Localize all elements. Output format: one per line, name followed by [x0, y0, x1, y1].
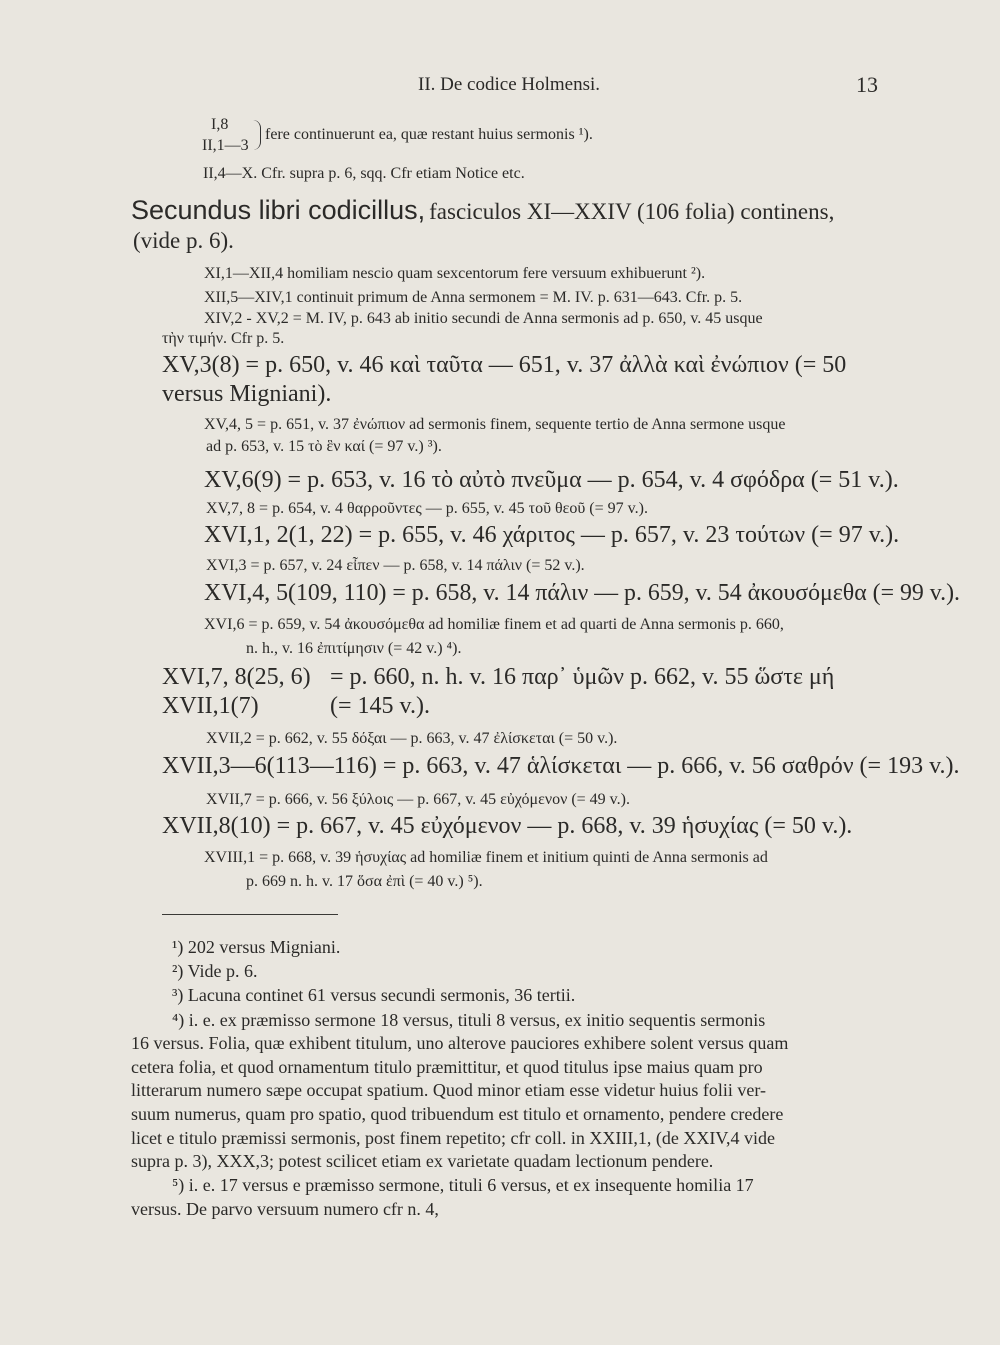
line-20-ref: XVI,7, 8(25, 6) [162, 664, 311, 690]
footnote-4-line-1: ⁴) i. e. ex præmisso sermone 18 versus, tituli 8 versus, ex initio sequentis sermonis [172, 1010, 766, 1030]
footnote-5-line-1: ⁵) i. e. 17 versus e præmisso sermone, tituli 6 versus, et ex insequente homilia 17 [172, 1175, 754, 1195]
line-05: XI,1—XII,4 homiliam nescio quam sexcentorum fere versuum exhibuerunt ²). [204, 265, 706, 282]
line-19: n. h., v. 16 ἐπιτίμησιν (= 42 v.) ⁴). [246, 640, 462, 657]
line-20-text: = p. 660, n. h. v. 16 παρ᾽ ὑμῶν p. 662, v. 55 ὥστε μή [330, 664, 835, 690]
footnote-2: ²) Vide p. 6. [172, 961, 258, 981]
footnote-4-line-2: 16 versus. Folia, quæ exhibent titulum, uno alterove pauciores exhibere solent versus quam [131, 1033, 789, 1053]
footnote-4-line-5: suum numerus, quam pro spatio, quod tribuendum est titulo et ornamento, pendere credere [131, 1104, 784, 1124]
footnote-4-line-3: cetera folia, et quod ornamentum titulo præmittitur, et quod titulus ipse maius quam pro [131, 1057, 763, 1077]
line-12: ad p. 653, v. 15 τὸ ἓν καί (= 97 v.) ³). [206, 438, 442, 455]
line-25: XVII,8(10) = p. 667, v. 45 εὐχόμενον — p. 668, v. 39 ἡσυχίας (= 50 v.). [162, 813, 853, 839]
line-18: XVI,6 = p. 659, v. 54 ἀκουσόμεθα ad homiliæ finem et ad quarti de Anna sermonis p. 660, [204, 616, 784, 633]
line-01-text: fere continuerunt ea, quæ restant huius sermonis ¹). [265, 126, 593, 143]
running-title: II. De codice Holmensi. [418, 74, 601, 95]
line-27: p. 669 n. h. v. 17 ὅσα ἐπὶ (= 40 v.) ⁵). [246, 873, 483, 890]
line-24: XVII,7 = p. 666, v. 56 ξύλοις — p. 667, v. 45 εὐχόμενον (= 49 v.). [206, 791, 630, 808]
line-21-text: (= 145 v.). [330, 693, 430, 719]
line-26: XVIII,1 = p. 668, v. 39 ἡσυχίας ad homiliæ finem et initium quinti de Anna sermonis ad [204, 849, 768, 866]
footnote-rule [162, 914, 338, 915]
line-04: (vide p. 6). [133, 228, 234, 253]
line-06: XII,5—XIV,1 continuit primum de Anna sermonem = M. IV. p. 631—643. Cfr. p. 5. [204, 289, 743, 306]
line-02: II,4—X. Cfr. supra p. 6, sqq. Cfr etiam Notice etc. [203, 165, 525, 182]
footnote-1: ¹) 202 versus Migniani. [172, 937, 341, 957]
footnote-5-line-2: versus. De parvo versuum numero cfr n. 4, [131, 1199, 439, 1219]
line-15: XVI,1, 2(1, 22) = p. 655, v. 46 χάριτος — p. 657, v. 23 τούτων (= 97 v.). [204, 522, 900, 548]
page-number: 13 [856, 72, 878, 97]
line-11: XV,4, 5 = p. 651, v. 37 ἐνώπιον ad sermonis finem, sequente tertio de Anna sermone usque [204, 416, 786, 433]
section-heading-bold: Secundus libri codicillus, [131, 195, 426, 225]
footnote-4-line-4: litterarum numero sæpe occupat spatium. Quod minor etiam esse videtur huius folii ver- [131, 1080, 766, 1100]
line-16: XVI,3 = p. 657, v. 24 εἶπεν — p. 658, v. 14 πάλιν (= 52 v.). [206, 557, 585, 574]
line-13: XV,6(9) = p. 653, v. 16 τὸ αὐτὸ πνεῦμα — p. 654, v. 4 σφόδρα (= 51 v.). [204, 467, 899, 493]
line-08: τὴν τιμήν. Cfr p. 5. [162, 330, 285, 347]
footnote-4-line-6: licet e titulo præmissi sermonis, post finem repetito; cfr coll. in XXIII,1, (de XXIV,4 vide [131, 1128, 776, 1148]
line-21-ref: XVII,1(7) [162, 693, 259, 719]
line-17: XVI,4, 5(109, 110) = p. 658, v. 14 πάλιν — p. 659, v. 54 ἀκουσόμεθα (= 99 v.). [204, 580, 960, 606]
footnote-3: ³) Lacuna continet 61 versus secundi sermonis, 36 tertii. [172, 985, 576, 1005]
footnote-4-line-7: supra p. 3), XXX,3; potest scilicet etiam ex varietate quadam lectionum pendere. [131, 1151, 714, 1171]
line-10: versus Migniani). [162, 381, 332, 407]
line-14: XV,7, 8 = p. 654, v. 4 θαρροῦντες — p. 655, v. 45 τοῦ θεοῦ (= 97 v.). [206, 500, 648, 517]
section-heading [131, 195, 834, 226]
line-09: XV,3(8) = p. 650, v. 46 καὶ ταῦτα — 651, v. 37 ἀλλὰ καὶ ἐνώπιον (= 50 [162, 352, 847, 378]
line-ref-ii1-3: II,1—3 [202, 137, 249, 154]
section-heading-rest: fasciculos XI—XXIV (106 folia) continens, [429, 199, 835, 224]
brace-mark [252, 120, 261, 150]
line-23: XVII,3—6(113—116) = p. 663, v. 47 ἁλίσκεται — p. 666, v. 56 σαθρόν (= 193 v.). [162, 753, 960, 779]
line-ref-i8: I,8 [211, 116, 229, 133]
line-22: XVII,2 = p. 662, v. 55 δόξαι — p. 663, v. 47 ἐλίσκεται (= 50 v.). [206, 730, 618, 747]
line-07: XIV,2 - XV,2 = M. IV, p. 643 ab initio secundi de Anna sermonis ad p. 650, v. 45 usque [204, 310, 763, 327]
